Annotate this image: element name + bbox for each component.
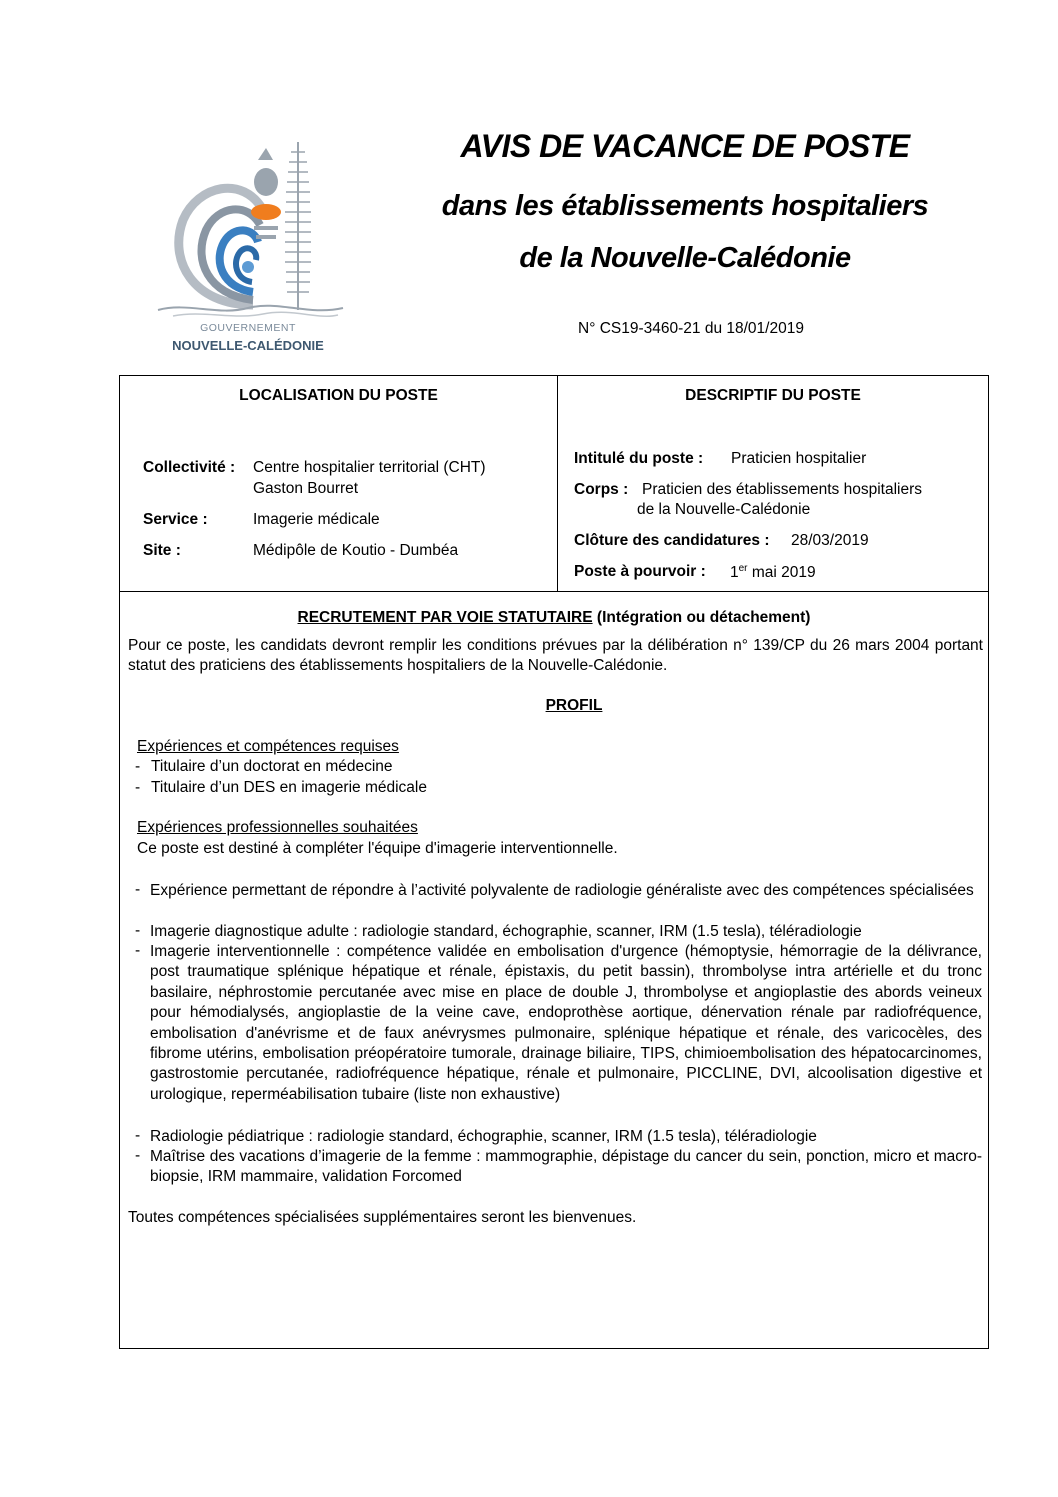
document-subtitle-line2: de la Nouvelle-Calédonie xyxy=(519,242,851,274)
souhaitee-item-5: Maîtrise des vacations d’imagerie de la femme : mammographie, dépistage du cancer du sein, ponction, micro et macro-biopsie, IRM mammaire, validation Forcomed xyxy=(150,1148,982,1186)
bullet-marker: - xyxy=(135,922,141,939)
bullet-marker: - xyxy=(135,758,141,775)
site-value: Médipôle de Koutio - Dumbéa xyxy=(253,542,459,559)
profil-heading: PROFIL xyxy=(545,697,603,714)
requises-heading: Expériences et compétences requises xyxy=(137,738,399,755)
document-subtitle-line1: dans les établissements hospitaliers xyxy=(441,190,929,222)
recrutement-text: Pour ce poste, les candidats devront remplir les conditions prévues par la délibération n° 139/CP du 26 mars 2004 portant statut des praticiens des établissements hospitaliers de la Nouvelle-Calédonie. xyxy=(128,637,983,675)
content-frame xyxy=(119,375,989,1349)
souhaitee-item-1: Expérience permettant de répondre à l’activité polyvalente de radiologie généraliste avec des compétences spécialisées xyxy=(150,882,974,899)
logo-text-gouvernement: GOUVERNEMENT xyxy=(200,322,296,334)
site-label: Site : xyxy=(143,542,181,559)
bullet-marker: - xyxy=(135,881,141,898)
poste-label: Poste à pourvoir : xyxy=(574,563,706,580)
localisation-heading: LOCALISATION DU POSTE xyxy=(239,387,438,404)
poste-value-sup: er xyxy=(738,563,748,574)
service-label: Service : xyxy=(143,511,208,528)
descriptif-heading: DESCRIPTIF DU POSTE xyxy=(685,387,861,404)
requise-item-2: Titulaire d’un DES en imagerie médicale xyxy=(151,779,427,796)
souhaitee-item-2: Imagerie diagnostique adulte : radiologie standard, échographie, scanner, IRM (1.5 tesla), téléradiologie xyxy=(150,923,862,940)
poste-value xyxy=(730,563,816,582)
souhaitee-item-4: Radiologie pédiatrique : radiologie standard, échographie, scanner, IRM (1.5 tesla), téléradiologie xyxy=(150,1128,817,1145)
bullet-marker: - xyxy=(135,1147,141,1164)
collectivite-value-line2: Gaston Bourret xyxy=(253,480,359,497)
column-divider xyxy=(557,375,558,591)
recrutement-heading xyxy=(120,609,988,627)
bullet-marker: - xyxy=(135,1127,141,1144)
corps-value-line2: de la Nouvelle-Calédonie xyxy=(637,501,811,518)
souhaitees-heading: Expériences professionnelles souhaitées xyxy=(137,819,418,836)
nautilus-emblem-icon xyxy=(148,130,348,320)
cloture-value: 28/03/2019 xyxy=(791,532,869,549)
corps-value: Praticien des établissements hospitaliers xyxy=(642,481,922,498)
document-title: AVIS DE VACANCE DE POSTE xyxy=(460,128,910,164)
reference-number: N° CS19-3460-21 du 18/01/2019 xyxy=(578,320,804,337)
collectivite-value: Centre hospitalier territorial (CHT) xyxy=(253,459,486,476)
requise-item-1: Titulaire d’un doctorat en médecine xyxy=(151,758,393,775)
intitule-label: Intitulé du poste : xyxy=(574,450,704,467)
bullet-marker: - xyxy=(135,942,141,959)
souhaitees-intro: Ce poste est destiné à compléter l'équipe d'imagerie interventionnelle. xyxy=(137,840,618,857)
poste-value-day: 1 xyxy=(730,564,739,582)
collectivite-label: Collectivité : xyxy=(143,459,236,476)
recrutement-heading-suffix: (Intégration ou détachement) xyxy=(596,609,811,626)
government-logo xyxy=(148,130,348,360)
intitule-value: Praticien hospitalier xyxy=(731,450,867,467)
service-value: Imagerie médicale xyxy=(253,511,380,528)
souhaitee-item-3: Imagerie interventionnelle : compétence validée en embolisation d'urgence (hémoptysie, hémorragie de la délivrance, post traumatique splénique hépatique et rénale, épistaxis, du petit bassin), thrombolyse intra artérielle et du tronc basilaire, néphrostomie percutanée avec mise en place de double J, thrombolyse et angioplastie des abords veineux pour hémodialysés, angioplastie de la veine cave, endoprothèse aortique, dénervation rénale par radiofréquence, embolisation d'anévrisme et de faux anévrysmes pulmonaire, splénique hépatique et rénale, des varicocèles, des fibrome utérins, embolisation préopératoire tumorale, drainage biliaire, TIPS, chimioembolisation des hépatocarcinomes, gastrostomie percutanée, radiofréquence hépatique, rénale et pulmonaire, PICCLINE, DVI, alcoolisation digestive et urologique, reperméabilisation tubaire (liste non exhaustive) xyxy=(150,943,982,1103)
section-divider xyxy=(119,591,989,592)
recrutement-heading-main: RECRUTEMENT PAR VOIE STATUTAIRE xyxy=(297,609,593,626)
poste-value-rest: mai 2019 xyxy=(751,564,816,582)
logo-text-nouvelle-caledonie: NOUVELLE-CALÉDONIE xyxy=(172,338,324,353)
cloture-label: Clôture des candidatures : xyxy=(574,532,770,549)
bullet-marker: - xyxy=(135,779,141,796)
corps-label: Corps : xyxy=(574,481,629,498)
closing-text: Toutes compétences spécialisées supplémentaires seront les bienvenues. xyxy=(128,1209,637,1226)
